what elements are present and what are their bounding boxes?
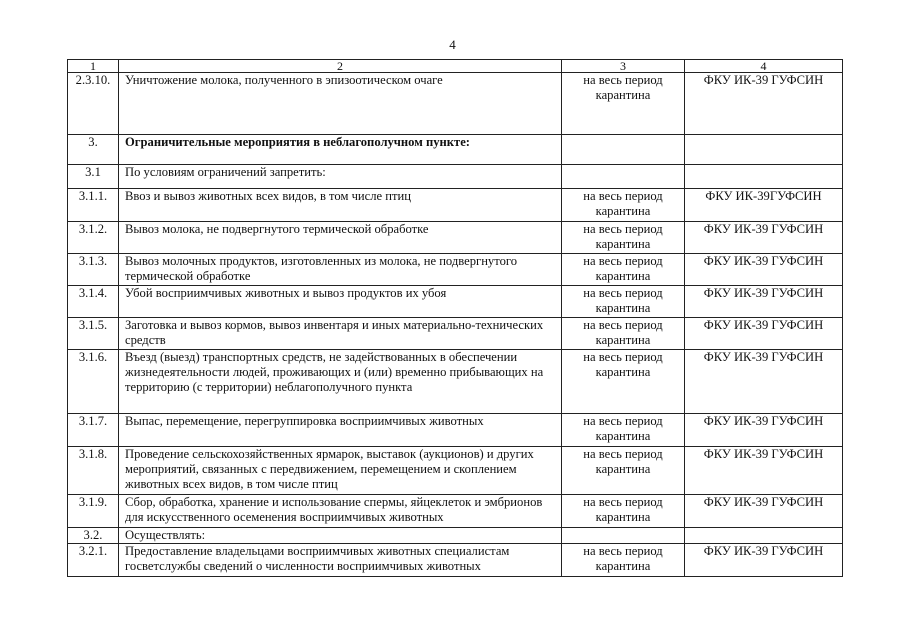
measure-text: Осуществлять: [119, 528, 562, 544]
table-row [68, 528, 843, 544]
period-text [562, 165, 685, 189]
row-number: 3.1.4. [68, 286, 119, 318]
table-row [68, 73, 843, 135]
column-number: 1 [68, 60, 119, 73]
period-text: на весь период карантина [562, 318, 685, 350]
table-row [68, 495, 843, 528]
measure-text: Въезд (выезд) транспортных средств, не задействованных в обеспечении жизнедеятельности людей, проживающих и (или) временно прибывающих на территорию (с территории) неблагополучного пункта [119, 350, 562, 414]
period-text: на весь период карантина [562, 222, 685, 254]
row-number: 3.1.8. [68, 447, 119, 495]
measure-text: Заготовка и вывоз кормов, вывоз инвентаря и иных материально-технических средств [119, 318, 562, 350]
executor-text: ФКУ ИК-39 ГУФСИН [685, 318, 843, 350]
measure-text: Ограничительные мероприятия в неблагополучном пункте: [119, 135, 562, 165]
executor-text: ФКУ ИК-39 ГУФСИН [685, 222, 843, 254]
table-row [68, 286, 843, 318]
column-number: 3 [562, 60, 685, 73]
row-number: 3.2. [68, 528, 119, 544]
column-number: 4 [685, 60, 843, 73]
period-text: на весь период карантина [562, 495, 685, 528]
row-number: 3.1.9. [68, 495, 119, 528]
table-row [68, 414, 843, 447]
column-number-row [68, 60, 843, 73]
period-text [562, 528, 685, 544]
row-number: 3.1 [68, 165, 119, 189]
measure-text: Вывоз молока, не подвергнутого термической обработке [119, 222, 562, 254]
measure-text: Вывоз молочных продуктов, изготовленных из молока, не подвергнутого термической обработке [119, 254, 562, 286]
executor-text: ФКУ ИК-39 ГУФСИН [685, 73, 843, 135]
row-number: 2.3.10. [68, 73, 119, 135]
table-row [68, 254, 843, 286]
period-text [562, 135, 685, 165]
row-number: 3.1.3. [68, 254, 119, 286]
executor-text: ФКУ ИК-39 ГУФСИН [685, 495, 843, 528]
row-number: 3.2.1. [68, 544, 119, 577]
table-row [68, 318, 843, 350]
table-row [68, 447, 843, 495]
measure-text: Выпас, перемещение, перегруппировка восприимчивых животных [119, 414, 562, 447]
table-row [68, 189, 843, 222]
measure-text: По условиям ограничений запретить: [119, 165, 562, 189]
measure-text: Уничтожение молока, полученного в эпизоотическом очаге [119, 73, 562, 135]
period-text: на весь период карантина [562, 286, 685, 318]
table-row [68, 165, 843, 189]
executor-text: ФКУ ИК-39 ГУФСИН [685, 414, 843, 447]
executor-text: ФКУ ИК-39 ГУФСИН [685, 544, 843, 577]
table-row [68, 350, 843, 414]
column-number: 2 [119, 60, 562, 73]
executor-text [685, 135, 843, 165]
executor-text [685, 528, 843, 544]
executor-text: ФКУ ИК-39ГУФСИН [685, 189, 843, 222]
period-text: на весь период карантина [562, 73, 685, 135]
row-number: 3.1.7. [68, 414, 119, 447]
measure-text: Проведение сельскохозяйственных ярмарок, выставок (аукционов) и других мероприятий, связанных с передвижением, перемещением и скоплением животных всех видов, в том числе птиц [119, 447, 562, 495]
table-row [68, 544, 843, 577]
period-text: на весь период карантина [562, 414, 685, 447]
period-text: на весь период карантина [562, 254, 685, 286]
row-number: 3.1.2. [68, 222, 119, 254]
measure-text: Убой восприимчивых животных и вывоз продуктов их убоя [119, 286, 562, 318]
row-number: 3. [68, 135, 119, 165]
executor-text: ФКУ ИК-39 ГУФСИН [685, 254, 843, 286]
executor-text: ФКУ ИК-39 ГУФСИН [685, 447, 843, 495]
measure-text: Сбор, обработка, хранение и использование спермы, яйцеклеток и эмбрионов для искусственного осеменения восприимчивых животных [119, 495, 562, 528]
measures-table [67, 59, 843, 577]
executor-text [685, 165, 843, 189]
page-number: 4 [449, 37, 456, 52]
row-number: 3.1.5. [68, 318, 119, 350]
period-text: на весь период карантина [562, 350, 685, 414]
table-row [68, 135, 843, 165]
period-text: на весь период карантина [562, 544, 685, 577]
row-number: 3.1.1. [68, 189, 119, 222]
period-text: на весь период карантина [562, 447, 685, 495]
table-row [68, 222, 843, 254]
measure-text: Ввоз и вывоз животных всех видов, в том числе птиц [119, 189, 562, 222]
row-number: 3.1.6. [68, 350, 119, 414]
period-text: на весь период карантина [562, 189, 685, 222]
measure-text: Предоставление владельцами восприимчивых животных специалистам госветслужбы сведений о численности восприимчивых животных [119, 544, 562, 577]
executor-text: ФКУ ИК-39 ГУФСИН [685, 286, 843, 318]
executor-text: ФКУ ИК-39 ГУФСИН [685, 350, 843, 414]
